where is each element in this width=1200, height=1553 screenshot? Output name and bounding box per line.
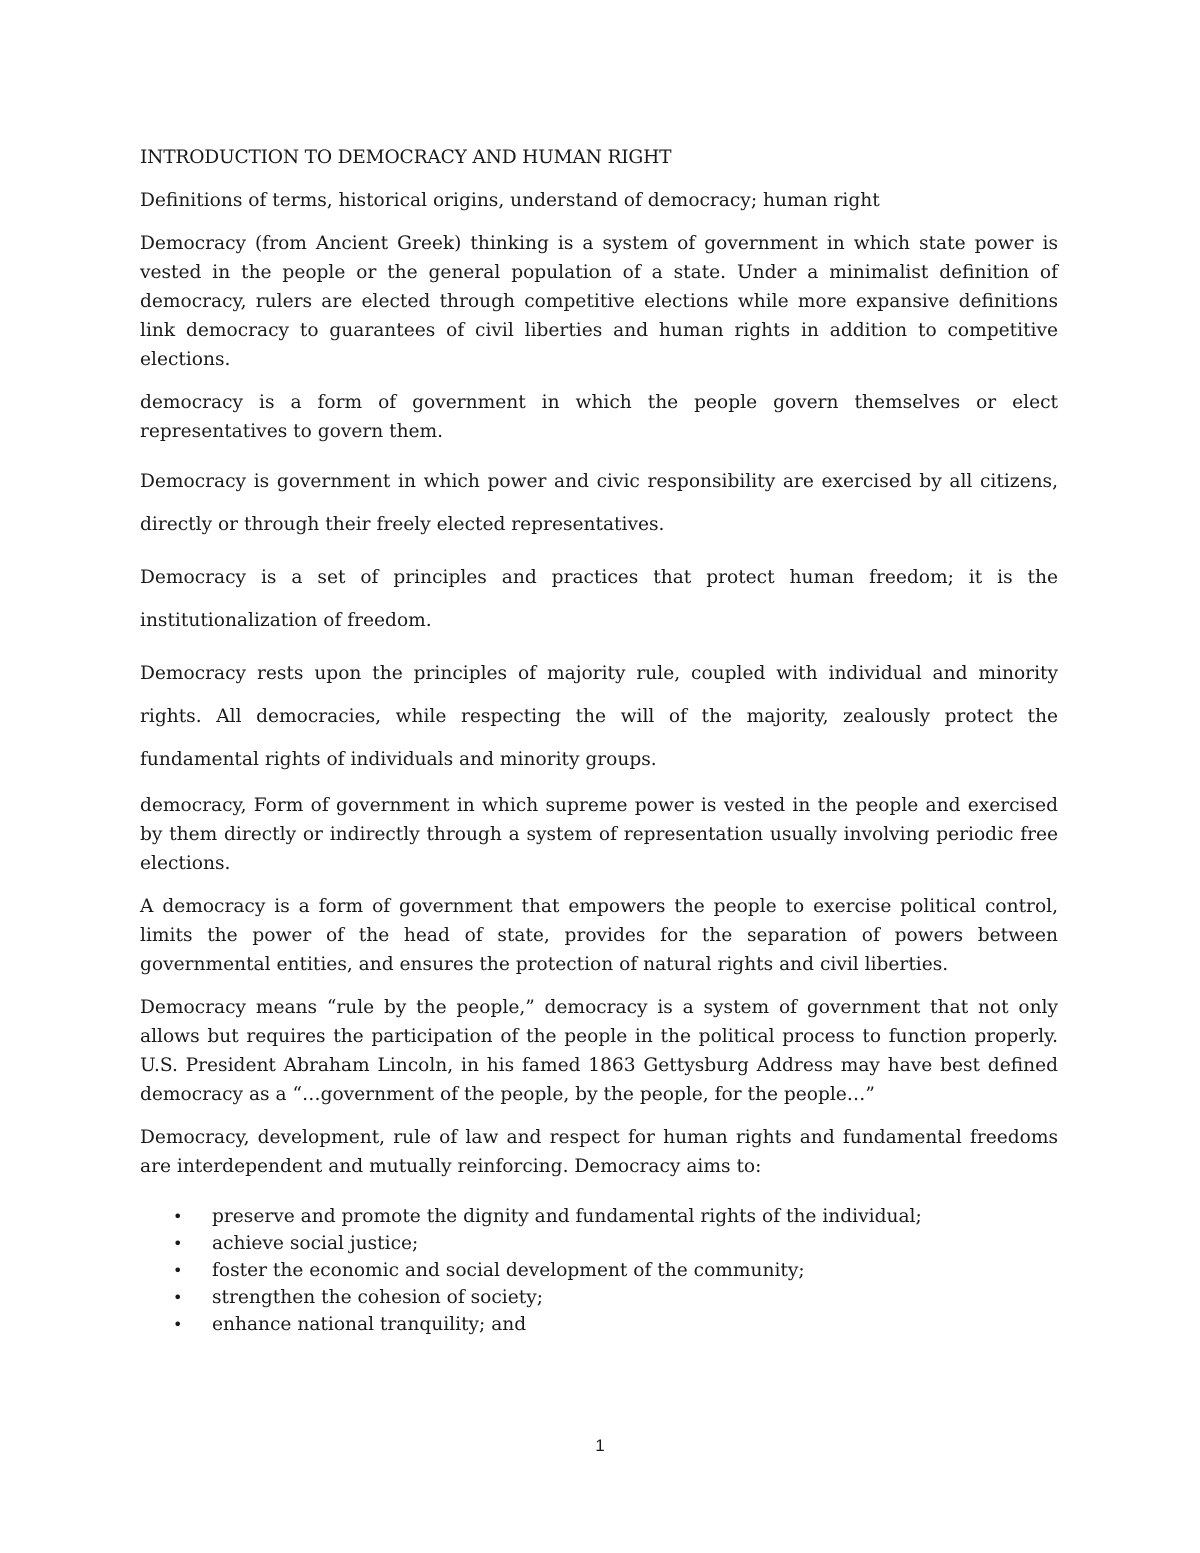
paragraph-civic-responsibility: Democracy is government in which power and civic responsibility are exercised by all citizens, directly or through their freely elected representatives. bbox=[140, 471, 1058, 535]
paragraph-supreme-power: democracy, Form of government in which supreme power is vested in the people and exercised by them directly or indirectly through a system of representation usually involving periodic free elections. bbox=[140, 795, 1058, 874]
list-item-text: strengthen the cohesion of society; bbox=[212, 1287, 543, 1308]
aims-list bbox=[140, 1203, 1058, 1338]
page-content bbox=[140, 143, 1058, 1338]
paragraph-rule-by-people: Democracy means “rule by the people,” democracy is a system of government that not only allows but requires the participation of the people in the political process to function properly. U.S. President Abraham Lincoln, in his famed 1863 Gettysburg Address may have best defined democracy as a “…government of the people, by the people, for the people…” bbox=[140, 997, 1058, 1105]
page-number: 1 bbox=[595, 1436, 605, 1455]
bullet-icon: • bbox=[173, 1207, 183, 1226]
list-item bbox=[140, 1257, 1058, 1284]
list-item-text: foster the economic and social development of the community; bbox=[212, 1260, 805, 1281]
paragraph-freedom: Democracy is a set of principles and practices that protect human freedom; it is the institutionalization of freedom. bbox=[140, 567, 1058, 631]
document-subtitle: Definitions of terms, historical origins, understand of democracy; human right bbox=[140, 190, 880, 211]
list-item bbox=[140, 1284, 1058, 1311]
bullet-icon: • bbox=[173, 1288, 183, 1307]
bullet-icon: • bbox=[173, 1234, 183, 1253]
bullet-icon: • bbox=[173, 1261, 183, 1280]
paragraph-definition-greek: Democracy (from Ancient Greek) thinking is a system of government in which state power is vested in the people or the general population of a state. Under a minimalist definition of democracy, rulers are elected through competitive elections while more expansive definitions link democracy to guarantees of civil liberties and human rights in addition to competitive elections. bbox=[140, 233, 1058, 370]
list-item-text: preserve and promote the dignity and fundamental rights of the individual; bbox=[212, 1206, 922, 1227]
paragraph-democracy-aims: Democracy, development, rule of law and respect for human rights and fundamental freedoms are interdependent and mutually reinforcing. Democracy aims to: bbox=[140, 1127, 1058, 1177]
paragraph-self-govern: democracy is a form of government in which the people govern themselves or elect representatives to govern them. bbox=[140, 392, 1058, 442]
list-item-text: enhance national tranquility; and bbox=[212, 1314, 527, 1335]
list-item-text: achieve social justice; bbox=[212, 1233, 419, 1254]
list-item bbox=[140, 1311, 1058, 1338]
list-item bbox=[140, 1203, 1058, 1230]
paragraph-majority-rule: Democracy rests upon the principles of majority rule, coupled with individual and minority rights. All democracies, while respecting the will of the majority, zealously protect the fundamental rights of individuals and minority groups. bbox=[140, 663, 1058, 770]
paragraph-political-control: A democracy is a form of government that empowers the people to exercise political control, limits the power of the head of state, provides for the separation of powers between governmental entities, and ensures the protection of natural rights and civil liberties. bbox=[140, 896, 1058, 975]
bullet-icon: • bbox=[173, 1315, 183, 1334]
list-item bbox=[140, 1230, 1058, 1257]
document-title: INTRODUCTION TO DEMOCRACY AND HUMAN RIGHT bbox=[140, 147, 672, 168]
